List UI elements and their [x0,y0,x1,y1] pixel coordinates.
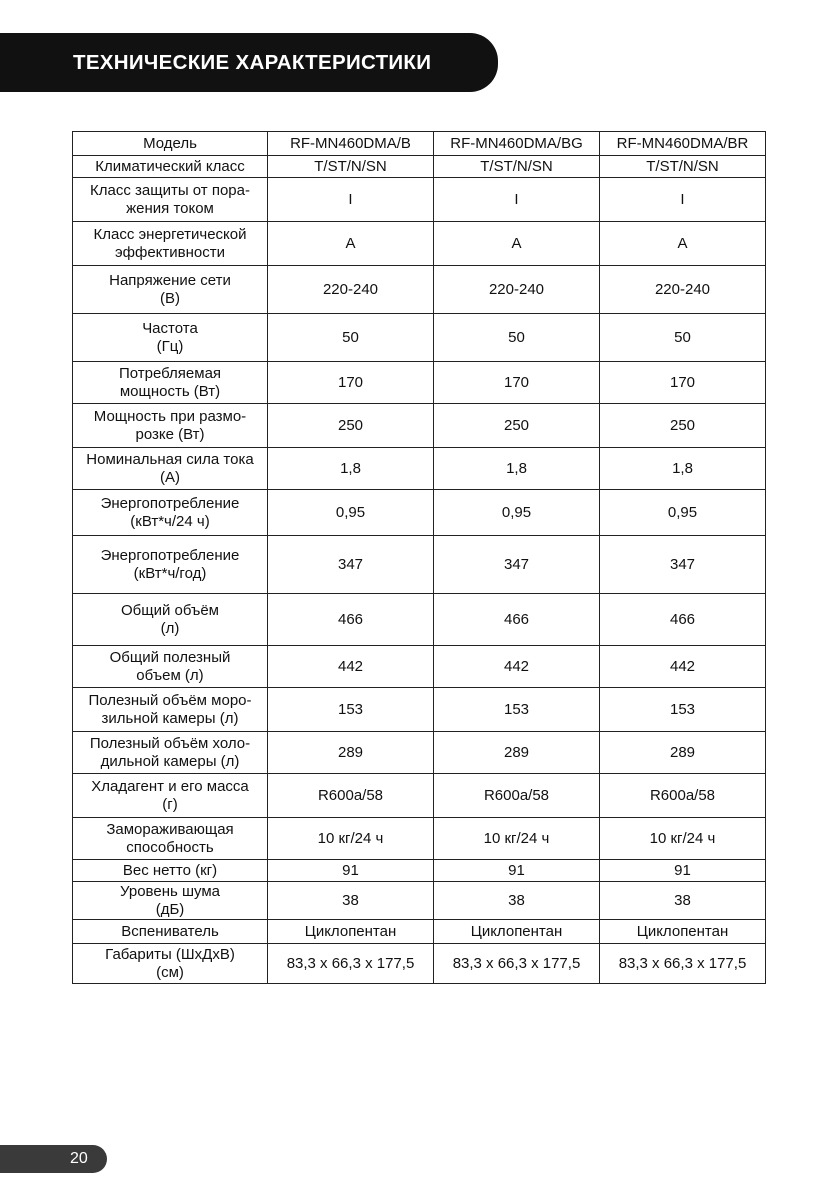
section-title: ТЕХНИЧЕСКИЕ ХАРАКТЕРИСТИКИ [0,33,498,92]
row-value: 10 кг/24 ч [268,818,434,860]
row-value: 38 [600,882,766,920]
page-number: 20 [0,1145,107,1173]
row-label: Номинальная сила тока (А) [73,448,268,490]
table-row [73,920,766,944]
specifications-table [72,131,766,984]
row-value: 1,8 [434,448,600,490]
table-row [73,314,766,362]
row-label: Напряжение сети (В) [73,266,268,314]
row-value: 83,3 х 66,3 х 177,5 [434,944,600,984]
row-label: Класс защиты от пора- жения током [73,178,268,222]
row-value: 289 [268,732,434,774]
row-value: 83,3 х 66,3 х 177,5 [268,944,434,984]
row-value: 0,95 [434,490,600,536]
row-value: 466 [600,594,766,646]
row-value: RF-MN460DMA/B [268,132,434,156]
row-label: Полезный объём холо- дильной камеры (л) [73,732,268,774]
table-row [73,732,766,774]
row-value: 220-240 [268,266,434,314]
row-value: RF-MN460DMA/BG [434,132,600,156]
row-value: I [600,178,766,222]
row-value: 442 [268,646,434,688]
row-label: Габариты (ШхДхВ) (см) [73,944,268,984]
row-value: 442 [434,646,600,688]
row-value: T/ST/N/SN [434,156,600,178]
row-value: 1,8 [600,448,766,490]
table-row [73,132,766,156]
row-value: 91 [434,860,600,882]
row-label: Общий полезный объем (л) [73,646,268,688]
row-label: Вес нетто (кг) [73,860,268,882]
row-value: 91 [268,860,434,882]
table-row [73,222,766,266]
row-value: 170 [434,362,600,404]
row-label: Мощность при размо- розке (Вт) [73,404,268,448]
row-value: 220-240 [434,266,600,314]
row-value: 38 [268,882,434,920]
row-value: 170 [268,362,434,404]
table-row [73,646,766,688]
row-value: 153 [600,688,766,732]
row-value: 50 [600,314,766,362]
table-row [73,362,766,404]
row-value: Циклопентан [268,920,434,944]
row-label: Энергопотребление (кВт*ч/год) [73,536,268,594]
row-label: Вспениватель [73,920,268,944]
row-value: 466 [268,594,434,646]
row-value: 347 [268,536,434,594]
row-value: 10 кг/24 ч [600,818,766,860]
row-value: RF-MN460DMA/BR [600,132,766,156]
row-label: Общий объём (л) [73,594,268,646]
row-label: Потребляемая мощность (Вт) [73,362,268,404]
row-value: 0,95 [268,490,434,536]
table-row [73,882,766,920]
row-value: 250 [600,404,766,448]
row-value: 10 кг/24 ч [434,818,600,860]
row-label: Климатический класс [73,156,268,178]
row-value: T/ST/N/SN [600,156,766,178]
row-value: I [434,178,600,222]
row-value: 83,3 х 66,3 х 177,5 [600,944,766,984]
row-value: 153 [268,688,434,732]
row-label: Хладагент и его масса (г) [73,774,268,818]
row-value: A [434,222,600,266]
row-value: 220-240 [600,266,766,314]
row-value: T/ST/N/SN [268,156,434,178]
row-value: 250 [268,404,434,448]
row-value: 1,8 [268,448,434,490]
row-value: 91 [600,860,766,882]
row-value: 170 [600,362,766,404]
row-value: 50 [434,314,600,362]
row-value: R600a/58 [268,774,434,818]
row-value: R600a/58 [600,774,766,818]
table-row [73,490,766,536]
row-value: 347 [600,536,766,594]
row-label: Уровень шума (дБ) [73,882,268,920]
row-value: Циклопентан [600,920,766,944]
row-value: 289 [600,732,766,774]
table-row [73,594,766,646]
row-value: 466 [434,594,600,646]
row-label: Замораживающая способность [73,818,268,860]
table-row [73,774,766,818]
table-row [73,178,766,222]
row-value: 289 [434,732,600,774]
row-value: R600a/58 [434,774,600,818]
table-row [73,688,766,732]
row-label: Частота (Гц) [73,314,268,362]
row-value: 38 [434,882,600,920]
row-value: 442 [600,646,766,688]
table-row [73,536,766,594]
row-value: 50 [268,314,434,362]
row-value: Циклопентан [434,920,600,944]
table-row [73,944,766,984]
table-row [73,156,766,178]
row-label: Модель [73,132,268,156]
row-label: Энергопотребление (кВт*ч/24 ч) [73,490,268,536]
row-value: A [268,222,434,266]
row-value: 153 [434,688,600,732]
row-label: Полезный объём моро- зильной камеры (л) [73,688,268,732]
row-label: Класс энергетической эффективности [73,222,268,266]
row-value: A [600,222,766,266]
row-value: 347 [434,536,600,594]
row-value: 0,95 [600,490,766,536]
table-row [73,860,766,882]
row-value: 250 [434,404,600,448]
table-row [73,266,766,314]
table-row [73,818,766,860]
table-row [73,404,766,448]
row-value: I [268,178,434,222]
table-row [73,448,766,490]
